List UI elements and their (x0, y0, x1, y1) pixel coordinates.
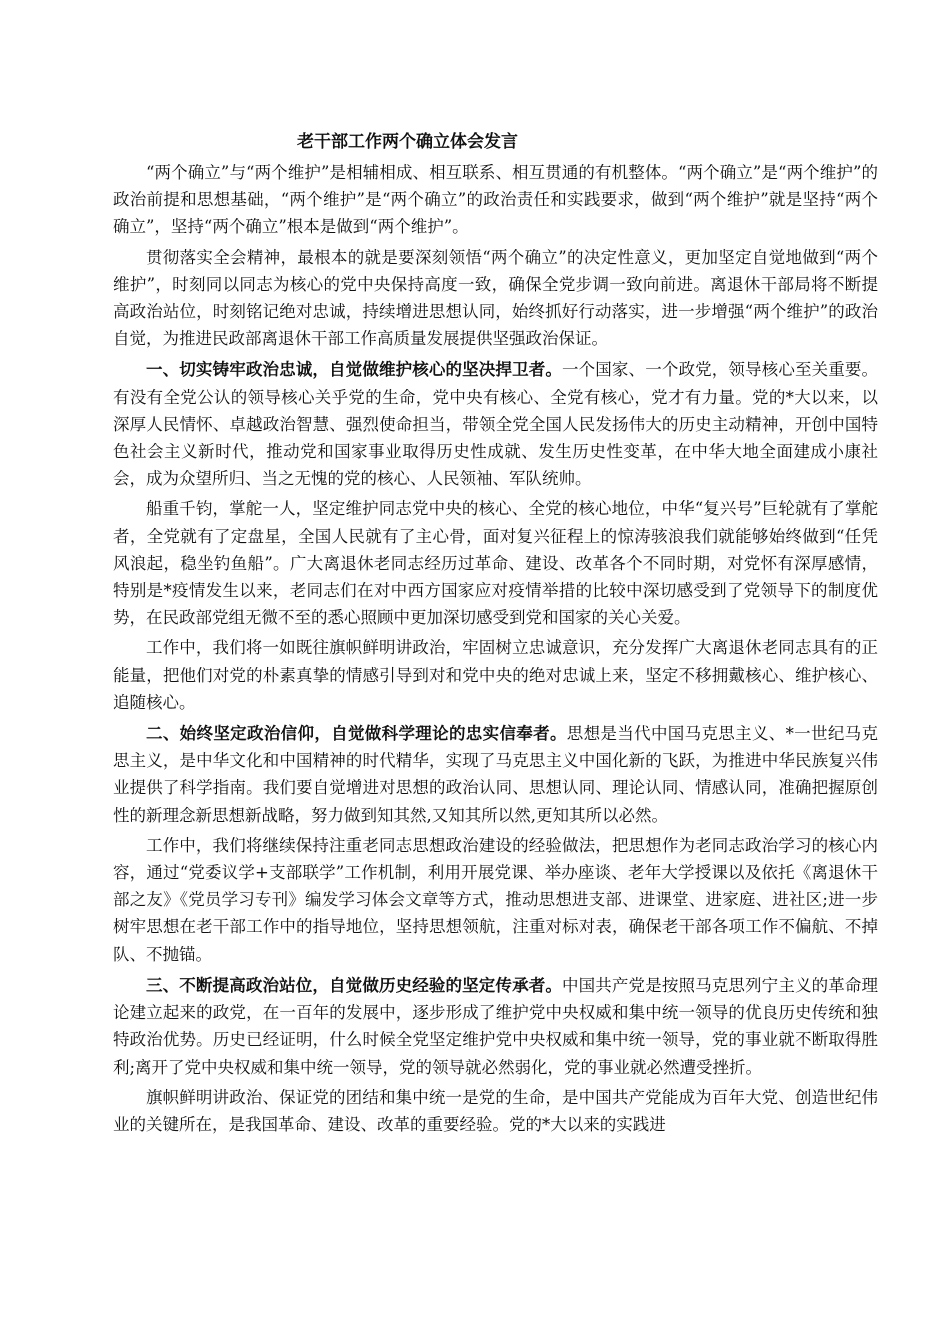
paragraph-implement (113, 244, 878, 353)
section-two-paragraph (113, 720, 878, 829)
section-one-paragraph (113, 356, 878, 492)
paragraph-helmsman (113, 495, 878, 631)
paragraph-study-work (113, 832, 878, 968)
paragraph-text: 中国共产党是按照马克思列宁主义的革命理论建立起来的政党，在一百年的发展中，逐步形成了维护党中央权威和集中统一领导的优良历史传统和独特政治优势。历史已经证明，什么时候全党坚定维护党中央权威和集中统一领导，党的事业就不断取得胜利;离开了党中央权威和集中统一领导，党的领导就必然弱化，党的事业就必然遭受挫折。 (113, 975, 879, 1077)
section-three-heading: 三、不断提高政治站位，自觉做历史经验的坚定传承者。 (146, 975, 562, 995)
paragraph-text: 工作中，我们将继续保持注重老同志思想政治建设的经验做法，把思想作为老同志政治学习的核心内容，通过“党委议学+支部联学”工作机制，利用开展党课、举办座谈、老年大学授课以及依托《离退休干部之友》《党员学习专刊》编发学习体会文章等方式，推动思想进支部、进课堂、进家庭、进社区;进一步树牢思想在老干部工作中的指导地位，坚持思想领航，注重对标对表，确保老干部各项工作不偏航、不掉队、不抛锚。 (113, 835, 878, 964)
paragraph-text: 思想是当代中国马克思主义、*一世纪马克思主义，是中华文化和中国精神的时代精华，实现了马克思主义中国化新的飞跃，为推进中华民族复兴伟业提供了科学指南。我们要自觉增进对思想的政治认同、思想认同、理论认同、情感认同，准确把握原创性的新理念新思想新战略，努力做到知其然,又知其所以然,更知其所以必然。 (113, 724, 879, 825)
paragraph-text: “两个确立”与“两个维护”是相辅相成、相互联系、相互贯通的有机整体。“两个确立”是“两个维护”的政治前提和思想基础，“两个维护”是“两个确立”的政治责任和实践要求，做到“两个维护”就是坚持“两个确立”，坚持“两个确立”根本是做到“两个维护”。 (113, 163, 878, 237)
paragraph-intro (113, 159, 878, 241)
paragraph-text: 旗帜鲜明讲政治、保证党的团结和集中统一是党的生命，是中国共产党能成为百年大党、创造世纪伟业的关键所在，是我国革命、建设、改革的重要经验。党的*大以来的实践进 (113, 1087, 878, 1134)
section-one-heading: 一、切实铸牢政治忠诚，自觉做维护核心的坚决捍卫者。 (146, 360, 562, 380)
paragraph-banner (113, 1084, 878, 1138)
paragraph-text: 贯彻落实全会精神，最根本的就是要深刻领悟“两个确立”的决定性意义，更加坚定自觉地做到“两个维护”，时刻同以同志为核心的党中央保持高度一致，确保全党步调一致向前进。离退休干部局将不断提高政治站位，时刻铭记绝对忠诚，持续增进思想认同，始终抓好行动落实，进一步增强“两个维护”的政治自觉，为推进民政部离退休干部工作高质量发展提供坚强政治保证。 (113, 247, 878, 349)
section-two-heading: 二、始终坚定政治信仰，自觉做科学理论的忠实信奉者。 (146, 724, 567, 744)
document-title: 老干部工作两个确立体会发言 (297, 132, 518, 152)
paragraph-loyalty-work (113, 634, 878, 716)
paragraph-text: 船重千钧，掌舵一人，坚定维护同志党中央的核心、全党的核心地位，中华“复兴号”巨轮就有了掌舵者，全党就有了定盘星，全国人民就有了主心骨，面对复兴征程上的惊涛骇浪我们就能够始终做到“任凭风浪起，稳坐钓鱼船”。广大离退休老同志经历过革命、建设、改革各个不同时期，对党怀有深厚感情，特别是*疫情发生以来，老同志们在对中西方国家应对疫情举措的比较中深切感受到了党领导下的制度优势，在民政部党组无微不至的悉心照顾中更加深切感受到党和国家的关心关爱。 (113, 499, 878, 628)
section-three-paragraph (113, 972, 878, 1081)
paragraph-text: 工作中，我们将一如既往旗帜鲜明讲政治，牢固树立忠诚意识，充分发挥广大离退休老同志具有的正能量，把他们对党的朴素真挚的情感引导到对和党中央的绝对忠诚上来，坚定不移拥戴核心、维护核心、追随核心。 (113, 638, 878, 712)
paragraph-text: 一个国家、一个政党，领导核心至关重要。有没有全党公认的领导核心关乎党的生命，党中央有核心、全党有核心，党才有力量。党的*大以来，以深厚人民情怀、卓越政治智慧、强烈使命担当，带领全党全国人民发扬伟大的历史主动精神，开创中国特色社会主义新时代，推动党和国家事业取得历史性成就、发生历史性变革，在中华大地全面建成小康社会，成为众望所归、当之无愧的党的核心、人民领袖、军队统帅。 (113, 360, 879, 489)
